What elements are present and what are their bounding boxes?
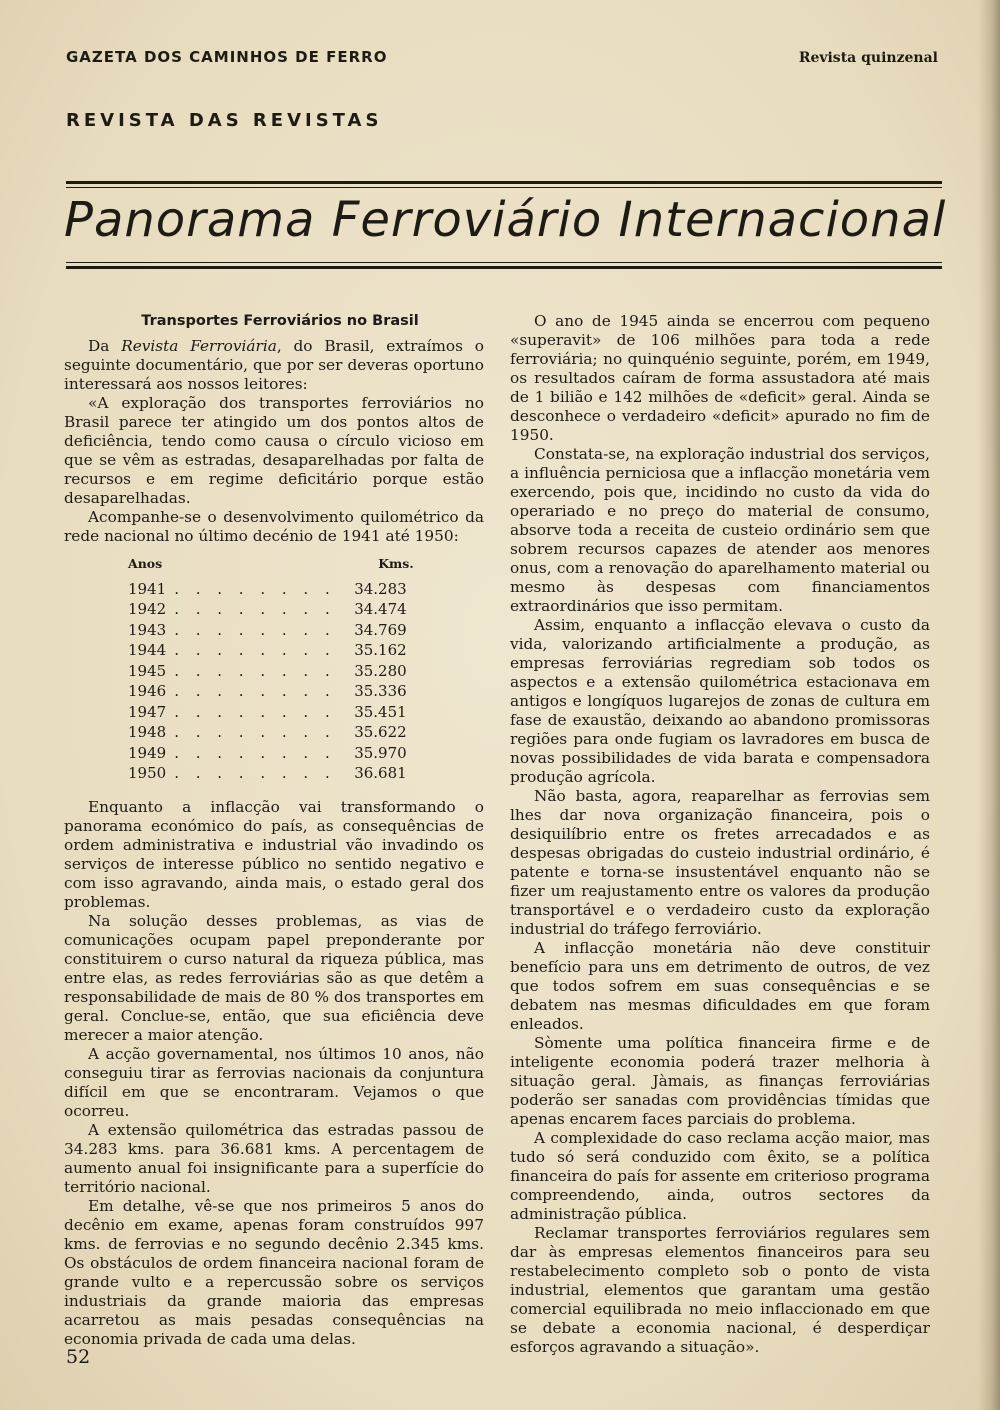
subheading: Transportes Ferroviários no Brasil [141,313,419,329]
table-row [128,702,414,723]
page-edge-shadow [978,0,1000,1410]
dot-leader: . . . . . . . . [174,661,336,680]
table-cell-year: 1943 [128,620,167,639]
table-row [128,641,414,662]
journal-name: GAZETA DOS CAMINHOS DE FERRO [66,48,388,66]
table-row [128,723,414,744]
table-row [128,620,414,641]
table-row [128,600,414,621]
table-row [128,743,414,764]
table-cell-year: 1949 [128,743,167,762]
dot-leader: . . . . . . . . [174,682,336,701]
article-title: Panorama Ferroviário Internacional [64,192,947,248]
paragraph: Constata-se, na exploração industrial dos serviços, a influência perniciosa que a inflacção monetária vem exercendo, pois que, incidindo no custo da vida do operariado e no preço do material de consumo, absorve toda a receita de custeio ordinário sem que sobrem recursos capazes de atender aos menores onus, com a renovação do aparelhamento material ou mesmo às despesas com financiamentos extraordinários que isso permitam. [510,445,930,615]
paragraph: Na solução desses problemas, as vias de comunicações ocupam papel preponderante por constituirem o curso natural da riqueza pública, mas entre elas, as redes ferroviárias são as que detêm a responsabilidade de mais de 80 % dos transportes em geral. Conclue-se, então, que sua eficiência deve merecer a maior atenção. [64,912,484,1044]
table-cell-year: 1945 [128,661,167,680]
table-row [128,661,414,682]
paragraph: Acompanhe-se o desenvolvimento quilométrico da rede nacional no último decénio de 1941 até 1950: [64,508,484,545]
table-cell-km: 34.769 [354,620,407,639]
paragraph: A acção governamental, nos últimos 10 anos, não conseguiu tirar as ferrovias nacionais da conjuntura difícil em que se encontraram. Vejamos o que ocorreu. [64,1045,484,1120]
paragraph: Sòmente uma política financeira firme e de inteligente economia poderá trazer melhoria à situação geral. Jàmais, as finanças ferroviárias poderão ser sanadas com providências tímidas que apenas encarem faces parciais do problema. [510,1034,930,1128]
dot-leader: . . . . . . . . [174,620,336,639]
title-rule-bottom-thick [66,266,942,269]
table-cell-year: 1947 [128,702,167,721]
right-column [510,312,930,1357]
paragraph: O ano de 1945 ainda se encerrou com pequeno «superavit» de 106 milhões para toda a rede ferroviária; no quinquénio seguinte, porém, em 1949, os resultados caíram de forma assustadora até mais de 1 bilião e 142 milhões de «deficit» geral. Ainda se desconhece o verdadeiro «deficit» apurado no fim de 1950. [510,312,930,444]
publication-frequency: Revista quinzenal [798,50,938,66]
paragraph: Reclamar transportes ferroviários regulares sem dar às empresas elementos financeiros para seu restabelecimento completo sob o ponto de vista industrial, elementos que garantam uma gestão comercial equilibrada no meio inflaccionado em que se debate a economia nacional, é desperdiçar esforços agravando a situação». [510,1224,930,1356]
table-cell-year: 1944 [128,641,167,660]
dot-leader: . . . . . . . . [174,743,336,762]
table-cell-year: 1941 [128,579,167,598]
paragraph: «A exploração dos transportes ferroviários no Brasil parece ter atingido um dos pontos altos de deficiência, tendo como causa o círculo vicioso em que se vêm as estradas, desaparelhadas por falta de recursos e em regime deficitário porque estão desaparelhadas. [64,394,484,507]
table-row [128,764,414,785]
dot-leader: . . . . . . . . [174,702,336,721]
table-row [128,682,414,703]
paragraph: A extensão quilométrica das estradas passou de 34.283 kms. para 36.681 kms. A percentagem de aumento anual foi insignificante para a superfície do território nacional. [64,1121,484,1196]
dot-leader: . . . . . . . . [174,579,336,598]
dot-leader: . . . . . . . . [174,764,336,783]
dot-leader: . . . . . . . . [174,600,336,619]
table-header-year: Anos [128,556,163,571]
paragraph: A inflacção monetária não deve constituir benefício para uns em detrimento de outros, de vez que todos sofrem em suas consequências e se debatem nas mesmas dificuldades em que foram enleados. [510,939,930,1033]
paragraph: Não basta, agora, reaparelhar as ferrovias sem lhes dar nova organização financeira, pois o desiquilíbrio entre os fretes arrecadados e as despesas obrigadas do custeio industrial ordinário, é patente e torna-se insustentável enquanto não se fizer um reajustamento entre os valores da produção transportável e o verdadeiro custo da exploração industrial do tráfego ferroviário. [510,787,930,938]
table-cell-year: 1950 [128,764,167,783]
table-cell-km: 36.681 [354,764,407,783]
table-cell-km: 35.622 [354,723,407,742]
left-column [64,312,484,1349]
section-title: REVISTA DAS REVISTAS [66,110,383,131]
paragraph: Assim, enquanto a inflacção elevava o custo da vida, valorizando artificialmente a produção, as empresas ferroviárias regrediam sob todos os aspectos e a extensão quilométrica estacionava em antigos e longíquos lugarejos de zonas de cultura em fase de exaustão, deixando ao abandono promissoras regiões para onde fugiam os lavradores em busca de novas possibilidades de vida barata e compensadora produção agrícola. [510,616,930,786]
table-cell-km: 34.283 [354,579,407,598]
dot-leader: . . . . . . . . [174,641,336,660]
paragraph: Enquanto a inflacção vai transformando o panorama económico do país, as consequências de ordem administrativa e industrial vão invadindo os serviços de interesse público no sentido negativo e com isso agravando, ainda mais, o estado geral dos problemas. [64,798,484,911]
intro-paragraph: Da Revista Ferroviária, do Brasil, extraímos o seguinte documentário, que por ser deveras oportuno interessará aos nossos leitores: [64,337,484,393]
table-cell-km: 35.451 [354,702,407,721]
dot-leader: . . . . . . . . [174,723,336,742]
table-cell-year: 1942 [128,600,167,619]
km-table [128,554,414,784]
table-cell-year: 1948 [128,723,167,742]
table-cell-km: 35.970 [354,743,407,762]
paragraph: A complexidade do caso reclama acção maior, mas tudo só será conduzido com êxito, se a política financeira do país for assente em criterioso programa compreendendo, ainda, outros sectores da administração pública. [510,1129,930,1223]
title-rule-top-thin [66,187,942,188]
source-publication: Revista Ferroviária [121,337,277,355]
table-cell-km: 34.474 [354,600,407,619]
table-cell-km: 35.162 [354,641,407,660]
page-number: 52 [66,1346,91,1368]
table-header-km: Kms. [378,556,414,571]
table-cell-year: 1946 [128,682,167,701]
title-rule-bottom-thin [66,262,942,263]
title-rule-top-thick [66,181,942,184]
table-cell-km: 35.280 [354,661,407,680]
table-row [128,579,414,600]
table-cell-km: 35.336 [354,682,407,701]
paragraph: Em detalhe, vê-se que nos primeiros 5 anos do decênio em exame, apenas foram construídos 997 kms. de ferrovias e no segundo decênio 2.345 kms. Os obstáculos de ordem financeira nacional foram de grande vulto e a repercussão sobre os serviços industriais da grande maioria das empresas acarretou as mais pesadas consequências na economia privada de cada uma delas. [64,1197,484,1348]
